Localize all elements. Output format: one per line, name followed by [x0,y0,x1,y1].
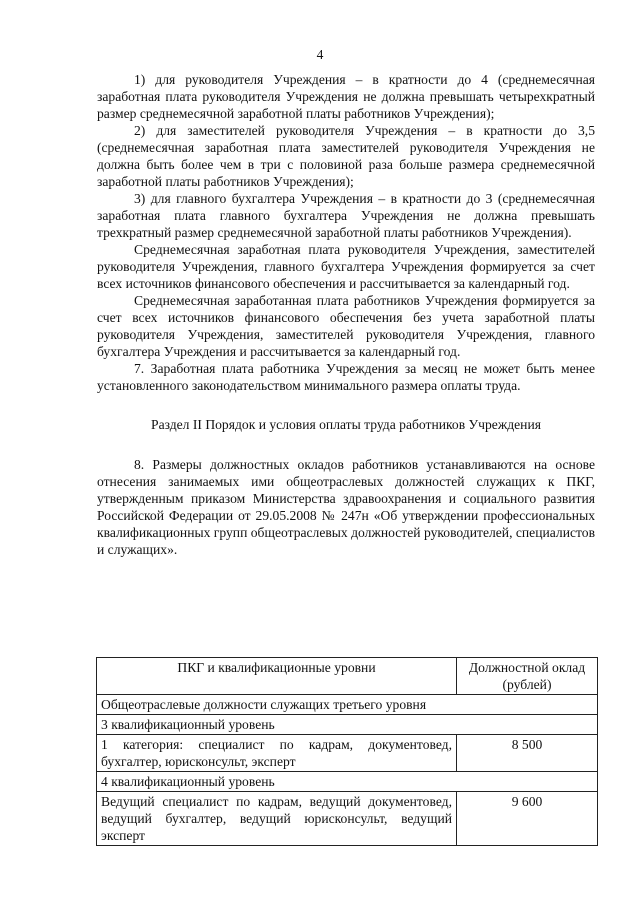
paragraph-3: 3) для главного бухгалтера Учреждения – в кратности до 3 (среднемесячная заработная плата главного бухгалтера Учреждения не должна превышать трехкратный размер среднемесячной заработной платы работников Учреждения). [97,191,595,240]
paragraph-2: 2) для заместителей руководителя Учреждения – в кратности до 3,5 (среднемесячная заработная плата заместителей руководителя Учреждения не должна быть более чем в три с половиной раза больше размера среднемесячной заработной платы работников Учреждения); [97,123,595,189]
paragraph-8: 8. Размеры должностных окладов работников устанавливаются на основе отнесения занимаемых ими общеотраслевых должностей служащих к ПКГ, утвержденным приказом Министерства здравоохранения и социального развития Российской Федерации от 29.05.2008 № 247н «Об утверждении профессиональных квалификационных групп общеотраслевых должностей руководителей, специалистов и служащих». [97,457,595,557]
table-cell-salary: 9 600 [457,792,598,846]
table-header-pkg: ПКГ и квалификационные уровни [97,658,457,695]
table-group-title: Общеотраслевые должности служащих третьего уровня [97,695,598,715]
document-body [97,71,595,558]
table-header-salary: Должностной оклад (рублей) [457,658,598,695]
paragraph-1: 1) для руководителя Учреждения – в кратности до 4 (среднемесячная заработная плата руководителя Учреждения не должна превышать четырехкратный размер среднемесячной заработной платы работников Учреждения); [97,72,595,121]
table-cell-salary: 8 500 [457,735,598,772]
salary-table [96,657,598,846]
table-level-row [97,715,598,735]
paragraph-5: Среднемесячная заработанная плата работников Учреждения формируется за счет всех источников финансового обеспечения без учета заработной платы руководителя Учреждения, заместителей руководителя Учреждения, главного бухгалтера Учреждения и рассчитывается за календарный год. [97,293,595,359]
table-cell-position: 1 категория: специалист по кадрам, документовед, бухгалтер, юрисконсульт, эксперт [97,735,457,772]
table-row [97,735,598,772]
table-level-row [97,772,598,792]
paragraph-6: 7. Заработная плата работника Учреждения за месяц не может быть менее установленного законодательством минимального размера оплаты труда. [97,361,595,393]
paragraph-4: Среднемесячная заработная плата руководителя Учреждения, заместителей руководителя Учреждения, главного бухгалтера Учреждения формируется за счет всех источников финансового обеспечения и рассчитывается за календарный год. [97,242,595,291]
table-row [97,792,598,846]
table-level-3: 3 квалификационный уровень [97,715,598,735]
table-header-row [97,658,598,695]
table-level-4: 4 квалификационный уровень [97,772,598,792]
section-title: Раздел II Порядок и условия оплаты труда работников Учреждения [151,417,541,432]
table-cell-position: Ведущий специалист по кадрам, ведущий документовед, ведущий бухгалтер, ведущий юрисконсульт, ведущий эксперт [97,792,457,846]
table-group-row [97,695,598,715]
page-number: 4 [316,47,324,62]
